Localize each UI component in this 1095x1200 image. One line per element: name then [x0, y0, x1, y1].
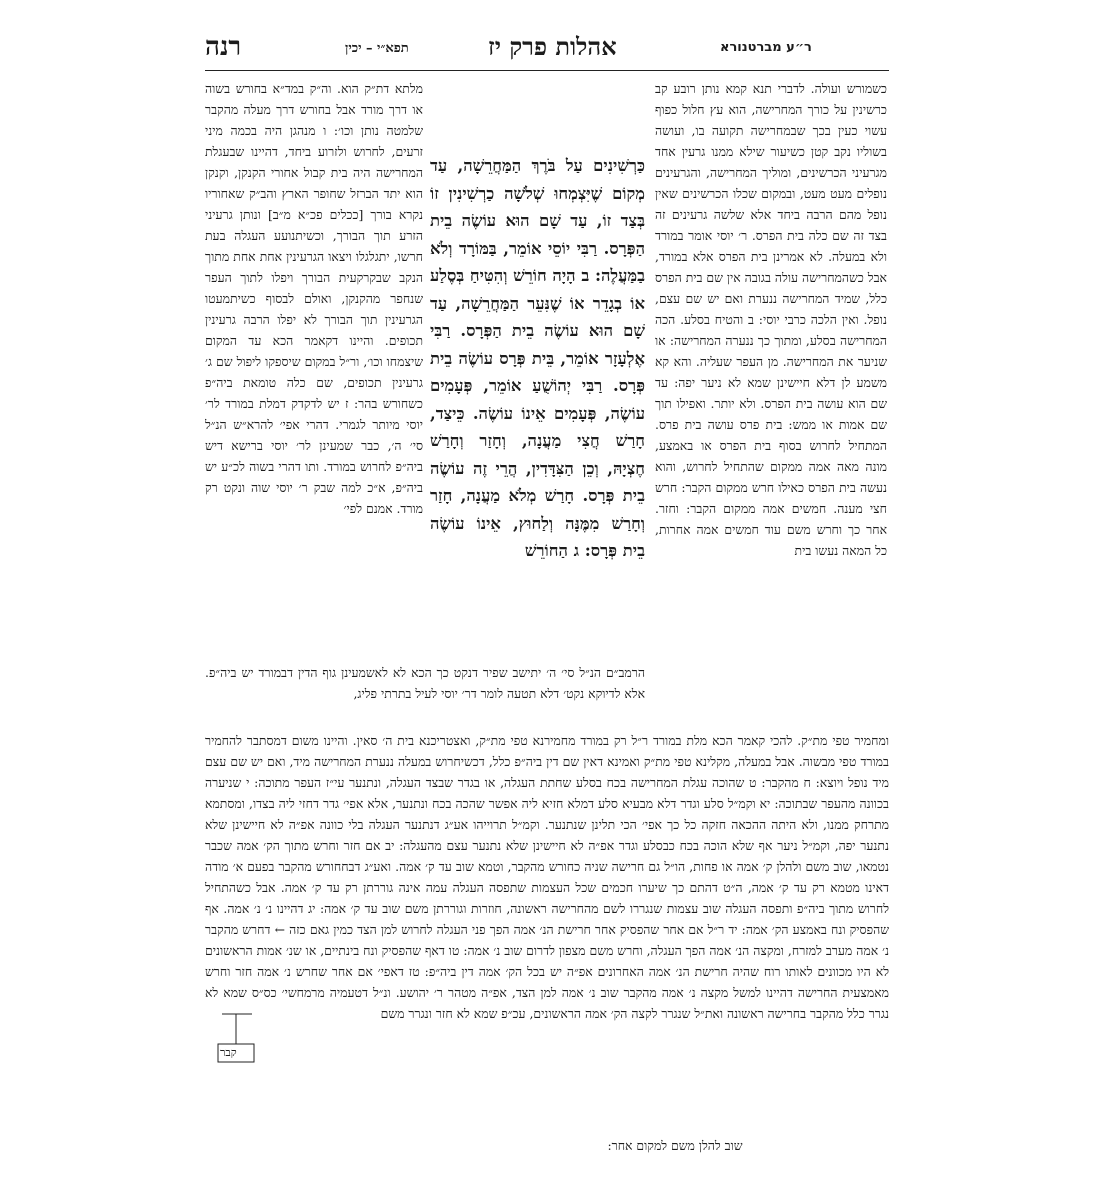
bottom-commentary-text: ומחמיר טפי מת״ק. להכי קאמר הכא מלת במורד ר״ל רק במורד מחמירנא טפי מת״ק, ואצטריכנא בית ה׳ סאין. והיינו משום דמסתבר להחמיר במורד טפי מבשוה. אבל במעלה, מקלינא טפי מת״ק ואמינא דאין שם דין ביה״פ כלל, דכשיחרוש במעלה ננערת המחרישה מיד, ואם יש שם עצם מיד נופל ויוצא: ח מהקבר: ט שהוכה עגלת המחרישה בכח בסלע שחתת העגלה, או בגדר שבצד העגלה, ונתנער עי״ז העפר מתוכה: י שניערה בכוונה מהעפר שבתוכה: יא וקמ״ל סלע וגדר דלא מבעיא סלע דמלא חזיא ליה אפשר שהכה בכח ונתנער, אלא אפי׳ גדר דחזי ליה בצדו, ומסתמא מתרחק ממנו, ולא היתה ההכאה חזקה כל כך אפי׳ הכי תלינן שנתנער. וקמ״ל תרוייהו אע״ג דנתנער העגלה בלי כוונה אפ״ה לא חיישינן שלא נתנער יפה, וקמ״ל ניער אף שלא הוכה בכח כבסלע וגדר אפ״ה לא חיישינן שלא נתנער עצם מהעגלה: יב אם חזר וחרש מתוך הק׳ אמה שכבר נטמאו, שוב משם ולהלן ק׳ אמה או פחות, הו״ל גם חרישה שניה כחורש מהקבר, וטמא שוב עד ק׳ אמה. ואע״ג דבחחורש מהקבר בפעם א׳ מודה דאינו מטמא רק עד ק׳ אמה, ה״ט דהתם כך שיערו חכמים שכל העצמות שתפסה העגלה עמה אינה גוררתן רק עד ק׳ אמה. אבל כשהתחיל לחרוש מתוך ביה״פ ותפסה העגלה שוב עצמות שנגררו לשם מהחרישה ראשונה, חוזרות וגוררתן משם שוב עד ק׳ אמה: יג דהיינו נ׳ נ׳ אמה. אף שהפסיק ונח באמצע הק׳ אמה: יד ר״ל אם אחר שהפסיק אחר חרישת הנ׳ אמה הפך פני העגלה לחרוש למן הצד כמין גאם כזה ← דחרש מהקבר נ׳ אמה מערב למזרח, ומקצה הנ׳ אמה הפך העגלה, וחרש משם מצפון לדרום שוב נ׳ אמה: טו דאף שהפסיק ונח בינתיים, או שנ׳ אמות הראשונים לא היו מכוונים לאותו רוח שהיה חרישת הנ׳ אמה האחרונים אפ״ה יש בכל הק׳ אמה דין ביה״פ: טז דאפי׳ אם אחר שחרש נ׳ אמה חזר וחרש מאמצעית החרישה דהיינו למשל מקצה נ׳ אמה מהקבר שוב נ׳ אמה למן הצד, אפ״ה מטהר ר׳ יהושע. ונ״ל דטעמיה מרמחשי׳ כס״ס שמא לא נגרר כלל מהקבר בחרישה ראשונה ואת״ל שנגרר לקצה הק׳ אמה הראשונים, עכ״פ שמא לא חזר ונגרר משם	[205, 733, 889, 1021]
bottom-commentary	[205, 730, 889, 1136]
mishnah-column	[430, 152, 645, 614]
mishnah-next-word: הַחוֹרֵשׁ	[524, 541, 568, 560]
bartenura-column	[655, 78, 887, 698]
mishnah-text-1: כַּרְשִׁינִים עַל בֹּרֶךְ הַמַּחֲרֵשָׁה, עַד מְקוֹם שֶׁיִּצְמְחוּ שְׁלֹשָׁה כַרְשִׁינִין זוֹ בְּצַד זוֹ, עַד שָׁם הוּא עוֹשֶׂה בֵית הַפְּרָס. רַבִּי יוֹסֵי אוֹמֵר, בַּמּוֹרָד וְלֹא בַמַּעֲלֶה:	[430, 156, 645, 285]
tiferet-column	[205, 78, 423, 666]
header-rule	[205, 70, 889, 71]
tractate-title: אהלות פרק יז	[488, 32, 617, 61]
closing-line: שוב להלן משם למקום אחר:	[607, 1138, 743, 1153]
mishnah-next-marker: ג	[573, 541, 580, 560]
mishnah-marker: ב	[581, 266, 590, 285]
page-number: רנה	[205, 32, 242, 62]
tiferet-continuation-text: הרמב״ם הנ״ל סי׳ ה׳ יתישב שפיר דנקט כך הכא לא לאשמעינן גוף הדין דבמורד יש ביה״פ. אלא לדיוקא נקט׳ דלא תטעה לומר דר׳ יוסי לעיל בתרתי פליג,	[205, 665, 645, 701]
tiferet-text: מלתא דת״ק הוא. וה״ק במד״א בחורש בשוה או דרך מורד אבל בחורש דרך מעלה מהקבר שלמטה נותן וכו׳: ו מנהגן היה בכמה מיני זרעים, לחרוש ולזרוע ביחד, דהיינו שבעגלת המחרישה היה בית קבול אחורי הקנקן, וקנקן הוא יתד הברזל שחופר הארץ והב״ק שאחוריו נקרא בורך [ככלים פכ״א מ״ב] ונותן גרעיני הזרע תוך הבורך, וכשיתנועע העגלה בעת חרשו, יתגלגלו ויצאו הגרעינין אחת אחת מתוך הנקב שבקרקעית הבורך ויפלו לתוך העפר שנחפר מהקנקן, ואולם לבסוף כשיתמעטו הגרעינין תוך הבורך לא יפלו הרבה גרעינין תכופים. והיינו דקאמר הכא עד המקום שיצמחו וכו׳, ור״ל במקום שיספקו ליפול שם ג׳ גרעינין תכופים, שם כלה טומאת ביה״פ כשחורש בהר: ז יש לדקדק דמלת במורד לר׳ יוסי מיותר לגמרי. דהרי אפי׳ להרא״ש הנ״ל סי׳ ה׳, כבר שמעינן לר׳ יוסי ברישא דיש ביה״פ לחרוש במורד. ותו דהרי בשוה לכ״ע יש ביה״פ, א״כ למה שבק ר׳ יוסי שוה ונקט רק מורד. אמנם לפי׳	[205, 81, 423, 516]
bartenura-text: כשמורש ועולה. לדברי תנא קמא נותן רובע קב כרשינין על כורך המחרישה, הוא עץ חלול כפוף עשוי כעין בכך שבמחרישה תקועה בו, ועושה בשוליו נקב קטן כשיעור שילא ממנו גרעין אחד מגרעיני הכרשינים, ומוליך המחרישה, והגרעינים נופלים מעט מעט, ובמקום שכלו הכרשינים שאין נופל מהם הרבה ביחד אלא שלשה גרעינים זה בצד זה שם כלה בית הפרס. ר׳ יוסי אומר במורד ולא במעלה. לא אמרינן בית הפרס אלא במורד, אבל כשהמחרישה עולה בגובה אין שם בית הפרס כלל, שמיד המחרישה ננערת ואם יש שם עצם, נופל. ואין הלכה כרבי יוסי: ב והטיח בסלע. הכה המחרישה בסלע, ומתוך כך ננערה המחרישה: או שניער את המחרישה. מן העפר שעליה. והא קא משמע לן דלא חיישינן שמא לא ניער יפה: עד שם הוא עושה בית הפרס. ולא יותר. ואפילו תוך שם אמות או ממש: בית פרס עושה בית פרס. המתחיל לחרוש בסוף בית הפרס או באמצע, מונה מאה אמה ממקום שהתחיל לחרוש, והוא נעשה בית הפרס כאילו חרש ממקום הקבר: חרש חצי מענה. חמשים אמה ממקום הקבר: וחזר. אחר כך וחרש משם עוד חמשים אמה אחרות, כל המאה נעשו בית	[655, 81, 887, 558]
tiferet-continuation	[205, 662, 645, 725]
bartenura-title: ר״ע מברטנורא	[720, 40, 812, 55]
commentary-names: תפא״י – יכין	[345, 41, 409, 56]
mishnah-text-2: הָיָה חוֹרֵשׁ וְהִטִּיחַ בְּסֶלַע אוֹ בְגָדֵר אוֹ שֶׁנִּעֵר הַמַּחֲרֵשָׁה, עַד שָׁם הוּא עוֹשֶׂה בֵית הַפְּרָס. רַבִּי אֶלְעָזָר אוֹמֵר, בֵּית פְּרָס עוֹשֶׂה בֵית פְּרָס. רַבִּי יְהוֹשֻׁעַ אוֹמֵר, פְּעָמִים עוֹשֶׂה, פְּעָמִים אֵינוֹ עוֹשֶׂה. כֵּיצַד, חָרַשׁ חֲצִי מַעֲנָה, וְחָזַר וְחָרַשׁ חֶצְיָהּ, וְכֵן הַצִּדָּדִין, הֲרֵי זֶה עוֹשֶׂה בֵית פְּרָס. חָרַשׁ מְלֹא מַעֲנָה, חָזַר וְחָרַשׁ מִמֶּנָּה וְלַחוּץ, אֵינוֹ עוֹשֶׂה בֵית פְּרָס:	[430, 266, 645, 560]
grave-label: קבר	[220, 1046, 237, 1059]
